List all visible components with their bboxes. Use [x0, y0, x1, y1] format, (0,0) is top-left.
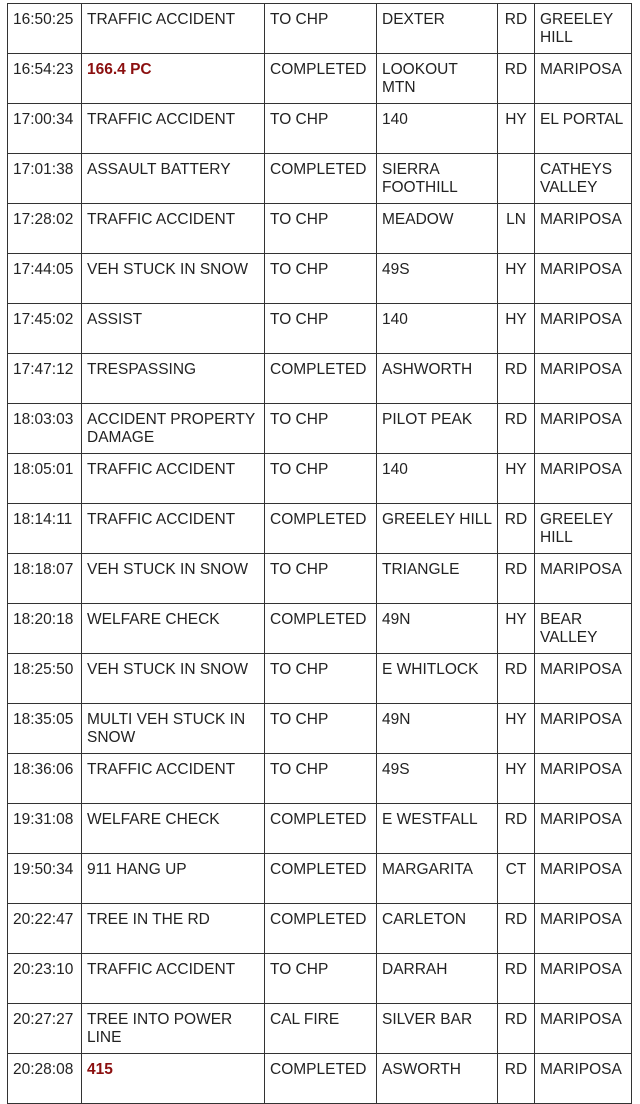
call-type-cell: 911 HANG UP [82, 854, 265, 904]
time-cell: 18:25:50 [8, 654, 82, 704]
time-cell: 18:03:03 [8, 404, 82, 454]
city-cell: MARIPOSA [535, 554, 632, 604]
street-type-cell [498, 154, 535, 204]
city-cell: MARIPOSA [535, 404, 632, 454]
table-row [8, 4, 632, 54]
street-cell: ASHWORTH [377, 354, 498, 404]
street-type-cell: HY [498, 104, 535, 154]
call-type-cell: MULTI VEH STUCK IN SNOW [82, 704, 265, 754]
street-cell: MEADOW [377, 204, 498, 254]
disposition-cell: TO CHP [265, 454, 377, 504]
disposition-cell: TO CHP [265, 204, 377, 254]
street-type-cell: CT [498, 854, 535, 904]
city-cell: MARIPOSA [535, 654, 632, 704]
disposition-cell: COMPLETED [265, 354, 377, 404]
city-cell: MARIPOSA [535, 1004, 632, 1054]
disposition-cell: TO CHP [265, 104, 377, 154]
call-type-cell: ASSAULT BATTERY [82, 154, 265, 204]
call-type-cell: TRAFFIC ACCIDENT [82, 454, 265, 504]
street-type-cell: RD [498, 1054, 535, 1104]
street-cell: 140 [377, 304, 498, 354]
time-cell: 18:14:11 [8, 504, 82, 554]
disposition-cell: COMPLETED [265, 154, 377, 204]
street-type-cell: RD [498, 654, 535, 704]
time-cell: 18:05:01 [8, 454, 82, 504]
city-cell: BEAR VALLEY [535, 604, 632, 654]
city-cell: MARIPOSA [535, 204, 632, 254]
street-cell: SILVER BAR [377, 1004, 498, 1054]
disposition-cell: COMPLETED [265, 54, 377, 104]
time-cell: 20:23:10 [8, 954, 82, 1004]
disposition-cell: COMPLETED [265, 1054, 377, 1104]
street-cell: 49S [377, 254, 498, 304]
table-row [8, 154, 632, 204]
table-row [8, 204, 632, 254]
city-cell: MARIPOSA [535, 1054, 632, 1104]
table-row [8, 454, 632, 504]
city-cell: MARIPOSA [535, 704, 632, 754]
disposition-cell: TO CHP [265, 654, 377, 704]
street-cell: 49S [377, 754, 498, 804]
city-cell: MARIPOSA [535, 804, 632, 854]
time-cell: 18:20:18 [8, 604, 82, 654]
disposition-cell: COMPLETED [265, 804, 377, 854]
time-cell: 19:31:08 [8, 804, 82, 854]
disposition-cell: TO CHP [265, 4, 377, 54]
street-cell: LOOKOUT MTN [377, 54, 498, 104]
call-type-cell: TRAFFIC ACCIDENT [82, 754, 265, 804]
street-cell: 49N [377, 704, 498, 754]
street-type-cell: RD [498, 54, 535, 104]
city-cell: MARIPOSA [535, 354, 632, 404]
street-cell: MARGARITA [377, 854, 498, 904]
street-cell: E WHITLOCK [377, 654, 498, 704]
table-row [8, 504, 632, 554]
time-cell: 18:18:07 [8, 554, 82, 604]
disposition-cell: TO CHP [265, 254, 377, 304]
street-type-cell: RD [498, 404, 535, 454]
time-cell: 17:47:12 [8, 354, 82, 404]
disposition-cell: COMPLETED [265, 854, 377, 904]
time-cell: 16:50:25 [8, 4, 82, 54]
time-cell: 16:54:23 [8, 54, 82, 104]
disposition-cell: COMPLETED [265, 604, 377, 654]
city-cell: GREELEY HILL [535, 504, 632, 554]
time-cell: 20:22:47 [8, 904, 82, 954]
street-type-cell: RD [498, 504, 535, 554]
call-type-cell: WELFARE CHECK [82, 604, 265, 654]
time-cell: 18:35:05 [8, 704, 82, 754]
street-cell: 140 [377, 104, 498, 154]
street-cell: ASWORTH [377, 1054, 498, 1104]
table-row [8, 754, 632, 804]
disposition-cell: TO CHP [265, 404, 377, 454]
disposition-cell: TO CHP [265, 304, 377, 354]
table-row [8, 404, 632, 454]
street-cell: DEXTER [377, 4, 498, 54]
city-cell: MARIPOSA [535, 954, 632, 1004]
table-row [8, 654, 632, 704]
table-row [8, 904, 632, 954]
city-cell: MARIPOSA [535, 254, 632, 304]
time-cell: 17:28:02 [8, 204, 82, 254]
disposition-cell: TO CHP [265, 954, 377, 1004]
street-type-cell: HY [498, 254, 535, 304]
street-cell: DARRAH [377, 954, 498, 1004]
city-cell: MARIPOSA [535, 904, 632, 954]
table-row [8, 304, 632, 354]
street-cell: SIERRA FOOTHILL [377, 154, 498, 204]
call-type-cell: 415 [82, 1054, 265, 1104]
table-row [8, 804, 632, 854]
table-row [8, 1004, 632, 1054]
call-type-cell: TREE INTO POWER LINE [82, 1004, 265, 1054]
call-type-cell: 166.4 PC [82, 54, 265, 104]
street-type-cell: RD [498, 354, 535, 404]
call-type-cell: TRAFFIC ACCIDENT [82, 104, 265, 154]
street-type-cell: RD [498, 4, 535, 54]
table-row [8, 554, 632, 604]
time-cell: 19:50:34 [8, 854, 82, 904]
call-log-table [7, 3, 632, 1104]
city-cell: MARIPOSA [535, 454, 632, 504]
call-type-cell: VEH STUCK IN SNOW [82, 254, 265, 304]
call-type-cell: VEH STUCK IN SNOW [82, 654, 265, 704]
table-row [8, 704, 632, 754]
street-cell: 49N [377, 604, 498, 654]
street-cell: E WESTFALL [377, 804, 498, 854]
street-type-cell: HY [498, 704, 535, 754]
table-row [8, 254, 632, 304]
call-type-cell: TRESPASSING [82, 354, 265, 404]
street-type-cell: RD [498, 804, 535, 854]
call-type-cell: TRAFFIC ACCIDENT [82, 504, 265, 554]
table-row [8, 604, 632, 654]
table-row [8, 1054, 632, 1104]
call-type-cell: TRAFFIC ACCIDENT [82, 4, 265, 54]
city-cell: CATHEYS VALLEY [535, 154, 632, 204]
call-type-cell: VEH STUCK IN SNOW [82, 554, 265, 604]
street-cell: TRIANGLE [377, 554, 498, 604]
street-type-cell: RD [498, 554, 535, 604]
time-cell: 17:01:38 [8, 154, 82, 204]
street-type-cell: HY [498, 304, 535, 354]
time-cell: 20:27:27 [8, 1004, 82, 1054]
time-cell: 17:44:05 [8, 254, 82, 304]
call-type-cell: WELFARE CHECK [82, 804, 265, 854]
time-cell: 18:36:06 [8, 754, 82, 804]
street-type-cell: HY [498, 454, 535, 504]
street-type-cell: LN [498, 204, 535, 254]
city-cell: MARIPOSA [535, 304, 632, 354]
table-row [8, 954, 632, 1004]
disposition-cell: COMPLETED [265, 904, 377, 954]
street-cell: GREELEY HILL [377, 504, 498, 554]
street-cell: 140 [377, 454, 498, 504]
street-cell: PILOT PEAK [377, 404, 498, 454]
city-cell: MARIPOSA [535, 754, 632, 804]
call-log-body [8, 4, 632, 1104]
street-type-cell: RD [498, 1004, 535, 1054]
call-type-cell: TREE IN THE RD [82, 904, 265, 954]
street-type-cell: RD [498, 904, 535, 954]
disposition-cell: TO CHP [265, 754, 377, 804]
disposition-cell: TO CHP [265, 704, 377, 754]
city-cell: EL PORTAL [535, 104, 632, 154]
street-type-cell: HY [498, 604, 535, 654]
city-cell: MARIPOSA [535, 854, 632, 904]
time-cell: 20:28:08 [8, 1054, 82, 1104]
call-type-cell: TRAFFIC ACCIDENT [82, 954, 265, 1004]
call-type-cell: TRAFFIC ACCIDENT [82, 204, 265, 254]
call-type-cell: ACCIDENT PROPERTY DAMAGE [82, 404, 265, 454]
city-cell: MARIPOSA [535, 54, 632, 104]
call-type-cell: ASSIST [82, 304, 265, 354]
time-cell: 17:45:02 [8, 304, 82, 354]
disposition-cell: COMPLETED [265, 504, 377, 554]
street-type-cell: RD [498, 954, 535, 1004]
table-row [8, 104, 632, 154]
street-type-cell: HY [498, 754, 535, 804]
disposition-cell: TO CHP [265, 554, 377, 604]
time-cell: 17:00:34 [8, 104, 82, 154]
table-row [8, 854, 632, 904]
street-cell: CARLETON [377, 904, 498, 954]
table-row [8, 54, 632, 104]
table-row [8, 354, 632, 404]
city-cell: GREELEY HILL [535, 4, 632, 54]
disposition-cell: CAL FIRE [265, 1004, 377, 1054]
